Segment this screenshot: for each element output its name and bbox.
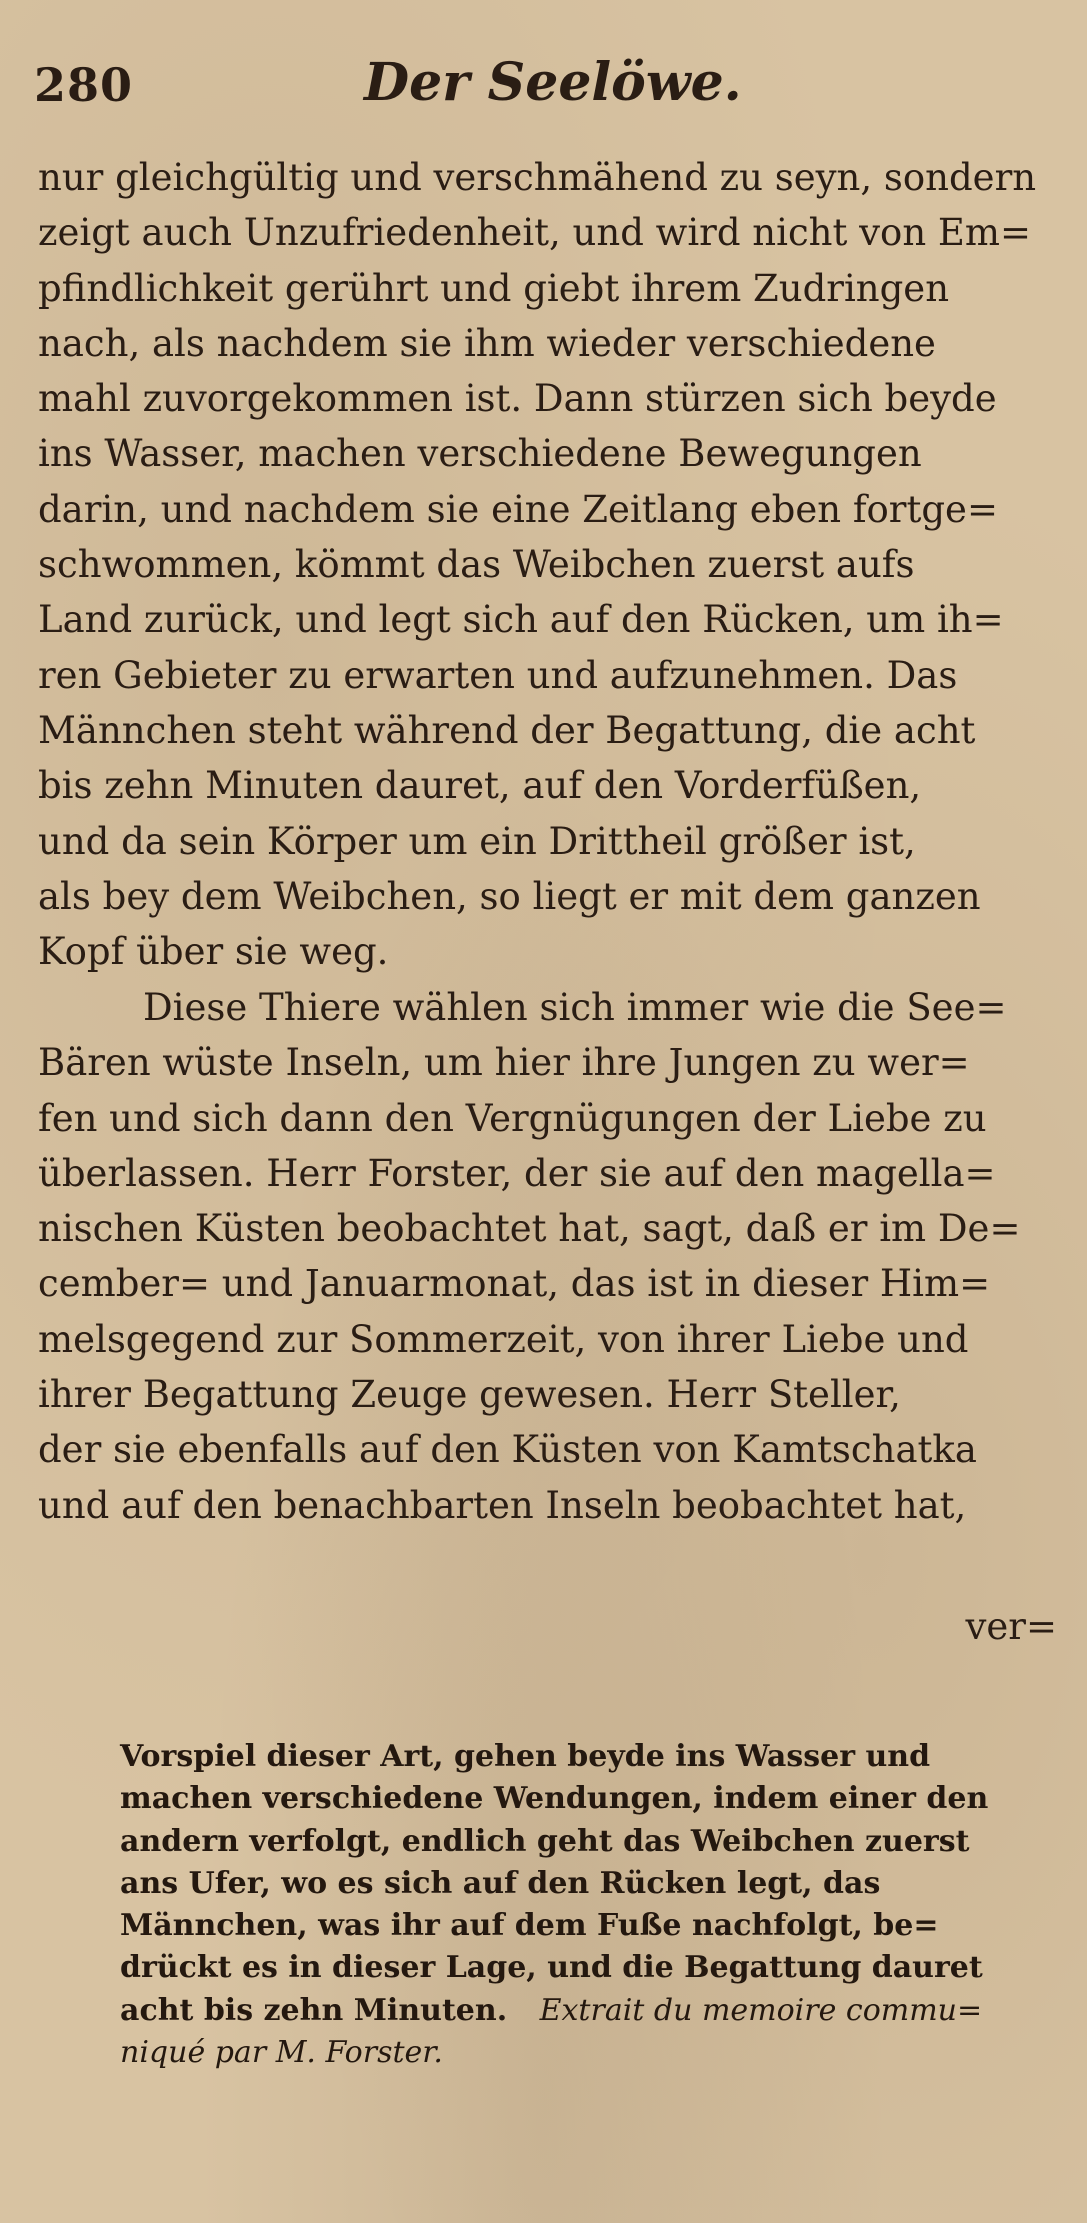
footnote-citation: Extrait du memoire commu= [539, 1992, 983, 2028]
running-title: Der Seelöwe. [364, 52, 742, 113]
text-line: nur gleichgültig und verschmähend zu seyn, sondern [38, 156, 1037, 199]
text-line: bis zehn Minuten dauret, auf den Vorderfüßen, [38, 764, 922, 808]
text-line: pfindlichkeit gerührt und giebt ihrem Zudringen [38, 266, 950, 310]
text-line: der sie ebenfalls auf den Küsten von Kamtschatka [38, 1428, 977, 1472]
text-line: mahl zuvorgekommen ist. Dann stürzen sich beyde [38, 377, 997, 421]
footnote-line: drückt es in dieser Lage, und die Begattung dauret [120, 1950, 983, 1986]
text-line: als bey dem Weibchen, so liegt er mit dem ganzen [38, 874, 981, 918]
text-line: Männchen steht während der Begattung, die acht [38, 708, 976, 752]
text-line: ihrer Begattung Zeuge gewesen. Herr Steller, [38, 1373, 901, 1417]
footnote-line: Vorspiel dieser Art, gehen beyde ins Wasser und [120, 1739, 931, 1774]
page-number: 280 [34, 58, 134, 112]
footnote-line: ans Ufer, wo es sich auf den Rücken legt, das [120, 1865, 881, 1901]
text-line: melsgegend zur Sommerzeit, von ihrer Liebe und [38, 1317, 969, 1361]
footnote-line [120, 1990, 1070, 2032]
footnote-line: andern verfolgt, endlich geht das Weibchen zuerst [120, 1823, 970, 1859]
footnote [120, 1736, 1070, 2074]
page-header [34, 52, 1054, 122]
text-line: fen und sich dann den Vergnügungen der Liebe zu [38, 1096, 987, 1140]
text-line: cember= und Januarmonat, das ist in dieser Him= [38, 1262, 991, 1306]
main-text [38, 150, 1058, 1533]
text-line: schwommen, kömmt das Weibchen zuerst aufs [38, 543, 915, 587]
text-line: nach, als nachdem sie ihm wieder verschiedene [38, 321, 936, 365]
text-line: überlassen. Herr Forster, der sie auf den magella= [38, 1151, 996, 1195]
paragraph-2 [38, 980, 1058, 1533]
footnote-line: Männchen, was ihr auf dem Fuße nachfolgt, be= [120, 1908, 939, 1944]
text-line: Diese Thiere wählen sich immer wie die See= [143, 986, 1007, 1029]
paragraph-1 [38, 150, 1058, 980]
text-line: darin, und nachdem sie eine Zeitlang eben fortge= [38, 487, 998, 531]
footnote-citation: niqué par M. Forster. [120, 2035, 443, 2071]
text-line: Land zurück, und legt sich auf den Rücken, um ih= [38, 598, 1004, 642]
text-line: Kopf über sie weg. [38, 930, 389, 974]
footnote-text: acht bis zehn Minuten. [120, 1992, 508, 2028]
text-line: und auf den benachbarten Inseln beobachtet hat, [38, 1483, 967, 1527]
footnote-line: machen verschiedene Wendungen, indem einer den [120, 1781, 989, 1817]
text-line: und da sein Körper um ein Drittheil größer ist, [38, 819, 916, 863]
text-line: zeigt auch Unzufriedenheit, und wird nicht von Em= [38, 211, 1032, 255]
text-line: ren Gebieter zu erwarten und aufzunehmen. Das [38, 653, 958, 697]
catchword: ver= [965, 1605, 1057, 1648]
text-line: nischen Küsten beobachtet hat, sagt, daß er im De= [38, 1207, 1021, 1251]
text-line: Bären wüste Inseln, um hier ihre Jungen zu wer= [38, 1041, 970, 1085]
text-line: ins Wasser, machen verschiedene Bewegungen [38, 432, 922, 476]
